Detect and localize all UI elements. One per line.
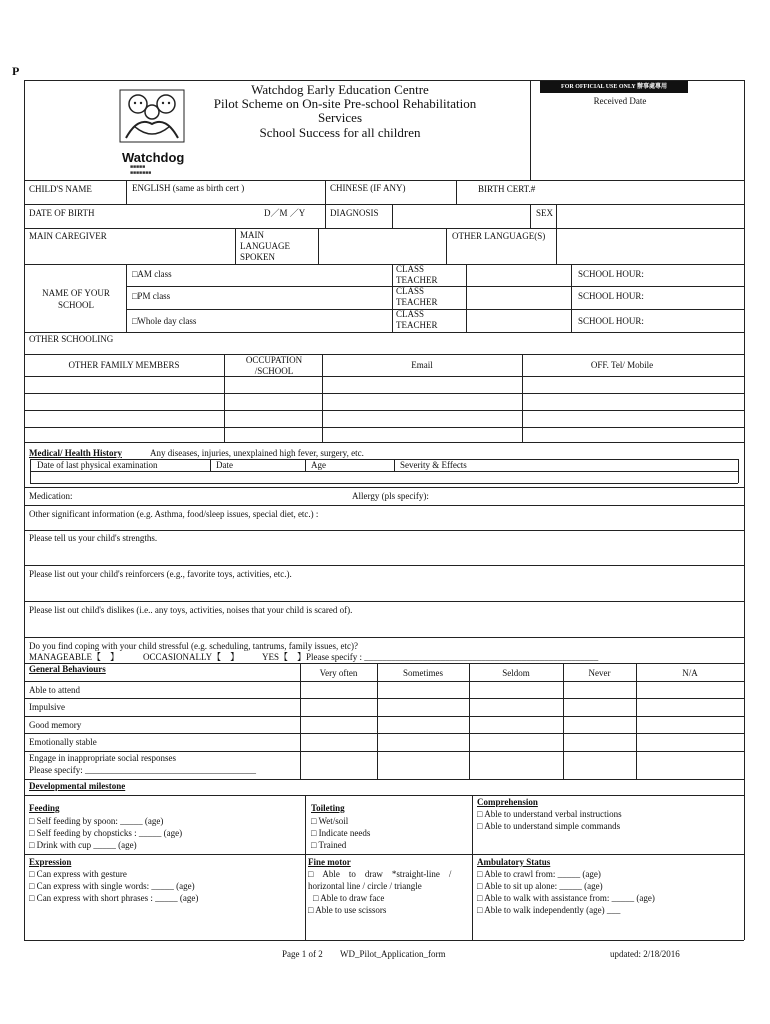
toileting-item[interactable]: □ Trained bbox=[311, 840, 347, 850]
toileting-title: Toileting bbox=[311, 803, 345, 813]
fine-motor-title: Fine motor bbox=[308, 857, 351, 867]
medical-note: Any diseases, injuries, unexplained high fever, surgery, etc. bbox=[150, 448, 364, 458]
birth-cert-field[interactable]: BIRTH CERT.# bbox=[478, 184, 536, 194]
feeding-item[interactable]: □ Self feeding by chopsticks : _____ (age) bbox=[29, 828, 183, 838]
expression-item[interactable]: □ Can express with single words: _____ (age) bbox=[29, 881, 195, 891]
expression-title: Expression bbox=[29, 857, 72, 867]
am-class-checkbox[interactable]: □AM class bbox=[132, 269, 172, 279]
main-language-label: MAIN LANGUAGE SPOKEN bbox=[240, 230, 290, 262]
feeding-title: Feeding bbox=[29, 803, 60, 813]
chinese-name-field[interactable]: CHINESE (IF ANY) bbox=[330, 183, 406, 193]
medical-col-age: Age bbox=[311, 460, 326, 470]
sex-label: SEX bbox=[536, 208, 554, 218]
other-language-label: OTHER LANGUAGE(S) bbox=[452, 231, 546, 241]
class-teacher-label: CLASS TEACHER bbox=[396, 286, 438, 307]
school-name-label: NAME OF YOUR SCHOOL bbox=[42, 288, 110, 310]
other-family-members-header: OTHER FAMILY MEMBERS bbox=[68, 360, 180, 370]
email-header: Email bbox=[411, 360, 433, 370]
comprehension-item[interactable]: □ Able to understand verbal instructions bbox=[477, 809, 622, 819]
form-id: WD_Pilot_Application_form bbox=[340, 949, 446, 959]
behaviour-col-very-often: Very often bbox=[319, 668, 358, 678]
comprehension-item[interactable]: □ Able to understand simple commands bbox=[477, 821, 621, 831]
toileting-item[interactable]: □ Wet/soil bbox=[311, 816, 349, 826]
scheme-title: Pilot Scheme on On-site Pre-school Rehabilitation bbox=[213, 96, 477, 111]
logo-text: Watchdog bbox=[122, 150, 185, 165]
allergy-field[interactable]: Allergy (pls specify): bbox=[352, 491, 429, 501]
tel-header: OFF. Tel/ Mobile bbox=[590, 360, 654, 370]
fine-motor-item-cont: horizontal line / circle / triangle bbox=[308, 881, 422, 891]
manageable-option[interactable]: MANAGEABLE【 】 bbox=[29, 652, 119, 662]
page-number: Page 1 of 2 bbox=[282, 949, 323, 959]
other-schooling-label: OTHER SCHOOLING bbox=[29, 334, 114, 344]
updated-date: updated: 2/18/2016 bbox=[610, 949, 680, 959]
medical-col-exam: Date of last physical examination bbox=[37, 460, 158, 470]
coping-question: Do you find coping with your child stressful (e.g. scheduling, tantrums, family issues, etc)? bbox=[29, 641, 358, 651]
milestone-title: Developmental milestone bbox=[29, 781, 126, 791]
behaviour-row: Impulsive bbox=[29, 702, 65, 712]
occasionally-option[interactable]: OCCASIONALLY【 】 bbox=[143, 652, 240, 662]
strengths-field[interactable]: Please tell us your child's strengths. bbox=[29, 533, 158, 543]
dislikes-field[interactable]: Please list out child's dislikes (i.e.. any toys, activities, noises that your child is scared of). bbox=[29, 605, 353, 615]
behaviour-row: Emotionally stable bbox=[29, 737, 97, 747]
class-teacher-label: CLASS TEACHER bbox=[396, 309, 438, 330]
childs-name-label: CHILD'S NAME bbox=[29, 184, 92, 194]
ambulatory-item[interactable]: □ Able to crawl from: _____ (age) bbox=[477, 869, 601, 879]
fine-motor-item[interactable]: □ Able to draw face bbox=[313, 893, 385, 903]
comprehension-title: Comprehension bbox=[477, 797, 538, 807]
school-hour-field[interactable]: SCHOOL HOUR: bbox=[578, 291, 644, 301]
medical-history-title: Medical/ Health History bbox=[29, 448, 122, 458]
behaviour-row: Engage in inappropriate social responses bbox=[29, 753, 176, 763]
feeding-item[interactable]: □ Self feeding by spoon: _____ (age) bbox=[29, 816, 164, 826]
school-hour-field[interactable]: SCHOOL HOUR: bbox=[578, 316, 644, 326]
fine-motor-item[interactable]: □ Able to use scissors bbox=[308, 905, 387, 915]
occupation-header: OCCUPATION /SCHOOL bbox=[245, 355, 303, 376]
dob-field[interactable]: D／M ／Y bbox=[264, 208, 306, 218]
scheme-title-services: Services bbox=[317, 110, 363, 125]
pm-class-checkbox[interactable]: □PM class bbox=[132, 291, 171, 301]
reinforcers-field[interactable]: Please list out your child's reinforcers (e.g., favorite toys, activities, etc.). bbox=[29, 569, 292, 579]
ambulatory-title: Ambulatory Status bbox=[477, 857, 551, 867]
medical-col-severity: Severity & Effects bbox=[400, 460, 467, 470]
fine-motor-item[interactable]: □ Able to draw *straight-line / bbox=[308, 869, 452, 879]
expression-item[interactable]: □ Can express with short phrases : _____ (age) bbox=[29, 893, 199, 903]
medication-field[interactable]: Medication: bbox=[29, 491, 73, 501]
main-caregiver-label: MAIN CAREGIVER bbox=[29, 231, 107, 241]
official-use-banner: FOR OFFICIAL USE ONLY 辦事處專用 bbox=[540, 81, 688, 93]
behaviour-row: Good memory bbox=[29, 720, 82, 730]
behaviour-specify-field[interactable]: Please specify: ______________________________________ bbox=[29, 765, 256, 775]
toileting-item[interactable]: □ Indicate needs bbox=[311, 828, 371, 838]
org-title: Watchdog Early Education Centre bbox=[251, 82, 429, 97]
behaviour-col-sometimes: Sometimes bbox=[403, 668, 443, 678]
whole-day-class-checkbox[interactable]: □Whole day class bbox=[132, 316, 197, 326]
diagnosis-label: DIAGNOSIS bbox=[330, 208, 379, 218]
other-info-field[interactable]: Other significant information (e.g. Asthma, food/sleep issues, special diet, etc.) : bbox=[29, 509, 319, 519]
received-date-label: Received Date bbox=[593, 96, 647, 106]
english-name-field[interactable]: ENGLISH (same as birth cert ) bbox=[132, 183, 245, 193]
page-marker: P bbox=[12, 64, 20, 78]
school-hour-field[interactable]: SCHOOL HOUR: bbox=[578, 269, 644, 279]
behaviour-row: Able to attend bbox=[29, 685, 80, 695]
behaviour-col-seldom: Seldom bbox=[502, 668, 530, 678]
watchdog-logo: Watchdog ■■■■■ ■■■■■■■ bbox=[116, 86, 190, 174]
medical-col-date: Date bbox=[216, 460, 233, 470]
ambulatory-item[interactable]: □ Able to sit up alone: _____ (age) bbox=[477, 881, 603, 891]
behaviour-col-na: N/A bbox=[682, 668, 698, 678]
ambulatory-item[interactable]: □ Able to walk independently (age) ___ bbox=[477, 905, 621, 915]
ambulatory-item[interactable]: □ Able to walk with assistance from: _____ (age) bbox=[477, 893, 655, 903]
expression-item[interactable]: □ Can express with gesture bbox=[29, 869, 127, 879]
slogan: School Success for all children bbox=[259, 125, 421, 140]
feeding-item[interactable]: □ Drink with cup _____ (age) bbox=[29, 840, 137, 850]
class-teacher-label: CLASS TEACHER bbox=[396, 264, 438, 285]
general-behaviours-title: General Behaviours bbox=[29, 664, 106, 674]
dob-label: DATE OF BIRTH bbox=[29, 208, 95, 218]
behaviour-col-never: Never bbox=[588, 668, 611, 678]
yes-option[interactable]: YES【 】Please specify : ____________________________________________________ bbox=[262, 652, 599, 662]
